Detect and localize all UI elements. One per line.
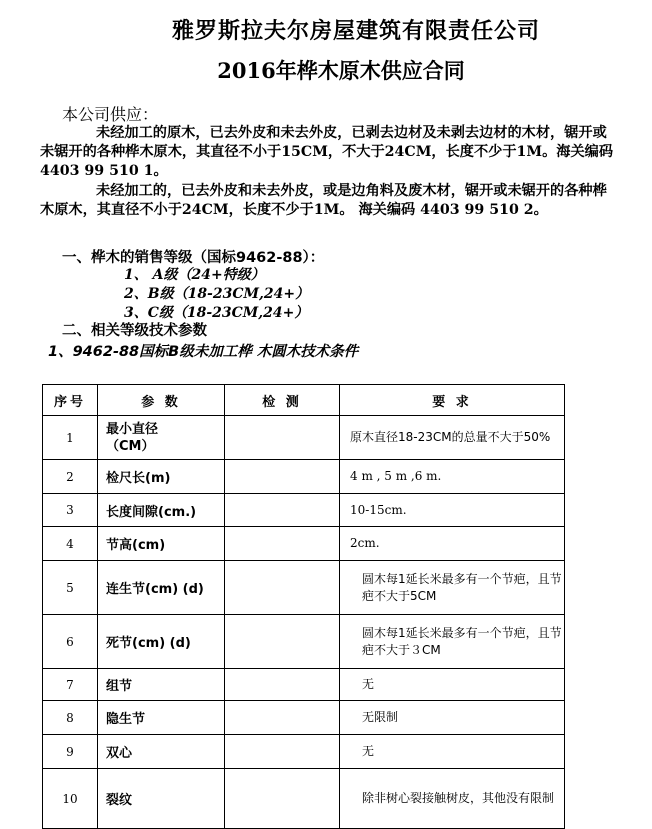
cell-req: 10-15cm. [340, 494, 565, 527]
table-row [43, 561, 565, 615]
cell-req: 4 m , 5 m ,6 m. [340, 460, 565, 494]
cell-test [225, 527, 340, 561]
cell-test [225, 494, 340, 527]
cell-req: 2cm. [340, 527, 565, 561]
table-row [43, 416, 565, 460]
cell-no: 3 [43, 494, 98, 527]
cell-param: 裂纹 [98, 769, 225, 829]
table-row [43, 769, 565, 829]
grade-item: 3、C级（18-23CM,24+） [124, 305, 309, 321]
cell-test [225, 769, 340, 829]
cell-param: 隐生节 [98, 701, 225, 735]
table-row [43, 735, 565, 769]
grade-item: 1、 A级（24+特级） [124, 267, 265, 283]
cell-test [225, 615, 340, 669]
table-row [43, 494, 565, 527]
cell-param: 双心 [98, 735, 225, 769]
cell-param: 检尺长(m) [98, 460, 225, 494]
grades-heading: 一、桦木的销售等级（国标9462-88）： [62, 250, 325, 266]
table-row [43, 527, 565, 561]
supply-paragraph-1: 未经加工的原木，已去外皮和未去外皮，已剥去边材及未剥去边材的木材，锯开或未锯开的各种桦木原木，其直径不小于15CM，不大于24CM，长度不少于1M。海关编码 4403 99 510 1。 [40, 125, 614, 179]
table-row [43, 460, 565, 494]
cell-req: 圆木每1延长米最多有一个节疤，且节疤不大于３CM [340, 615, 565, 669]
header-param: 参 数 [98, 385, 225, 416]
supply-label: 本公司供应： [62, 105, 159, 124]
grade-item: 2、B级（18-23CM,24+） [124, 286, 310, 302]
standard-subheading: 1、9462-88国标B级未加工桦 木圆木技术条件 [48, 344, 359, 360]
cell-req: 原木直径18-23CM的总量不大于50% [340, 416, 565, 460]
cell-param: 连生节(cm) (d) [98, 561, 225, 615]
cell-no: 6 [43, 615, 98, 669]
cell-req: 无 [340, 669, 565, 701]
cell-param: 节高(cm) [98, 527, 225, 561]
contract-title: 2016年桦木原木供应合同 [217, 58, 465, 83]
cell-param: 死节(cm) (d) [98, 615, 225, 669]
cell-no: 4 [43, 527, 98, 561]
header-test: 检 测 [225, 385, 340, 416]
cell-req: 圆木每1延长米最多有一个节疤，且节疤不大于5CM [340, 561, 565, 615]
cell-no: 2 [43, 460, 98, 494]
cell-test [225, 460, 340, 494]
supply-paragraph-2: 未经加工的，已去外皮和未去外皮，或是边角料及废木材，锯开或未锯开的各种桦木原木，其直径不小于24CM，长度不少于1M。 海关编码 4403 99 510 2。 [40, 183, 607, 218]
table-header-row [43, 385, 565, 416]
cell-no: 9 [43, 735, 98, 769]
cell-no: 7 [43, 669, 98, 701]
cell-test [225, 701, 340, 735]
cell-test [225, 416, 340, 460]
cell-test [225, 561, 340, 615]
table-row [43, 615, 565, 669]
spec-table [42, 384, 565, 829]
cell-test [225, 669, 340, 701]
cell-no: 1 [43, 416, 98, 460]
table-row [43, 701, 565, 735]
cell-req: 除非树心裂接触树皮，其他没有限制 [340, 769, 565, 829]
company-name: 雅罗斯拉夫尔房屋建筑有限责任公司 [171, 18, 540, 44]
cell-req: 无限制 [340, 701, 565, 735]
header-req: 要 求 [340, 385, 565, 416]
cell-no: 10 [43, 769, 98, 829]
cell-test [225, 735, 340, 769]
tech-heading: 二、相关等级技术参数 [62, 323, 207, 339]
cell-no: 5 [43, 561, 98, 615]
header-no: 序号 [43, 385, 98, 416]
cell-param: 最小直径 （CM） [98, 416, 225, 460]
table-row [43, 669, 565, 701]
cell-no: 8 [43, 701, 98, 735]
cell-req: 无 [340, 735, 565, 769]
cell-param: 组节 [98, 669, 225, 701]
cell-param: 长度间隙(cm.) [98, 494, 225, 527]
